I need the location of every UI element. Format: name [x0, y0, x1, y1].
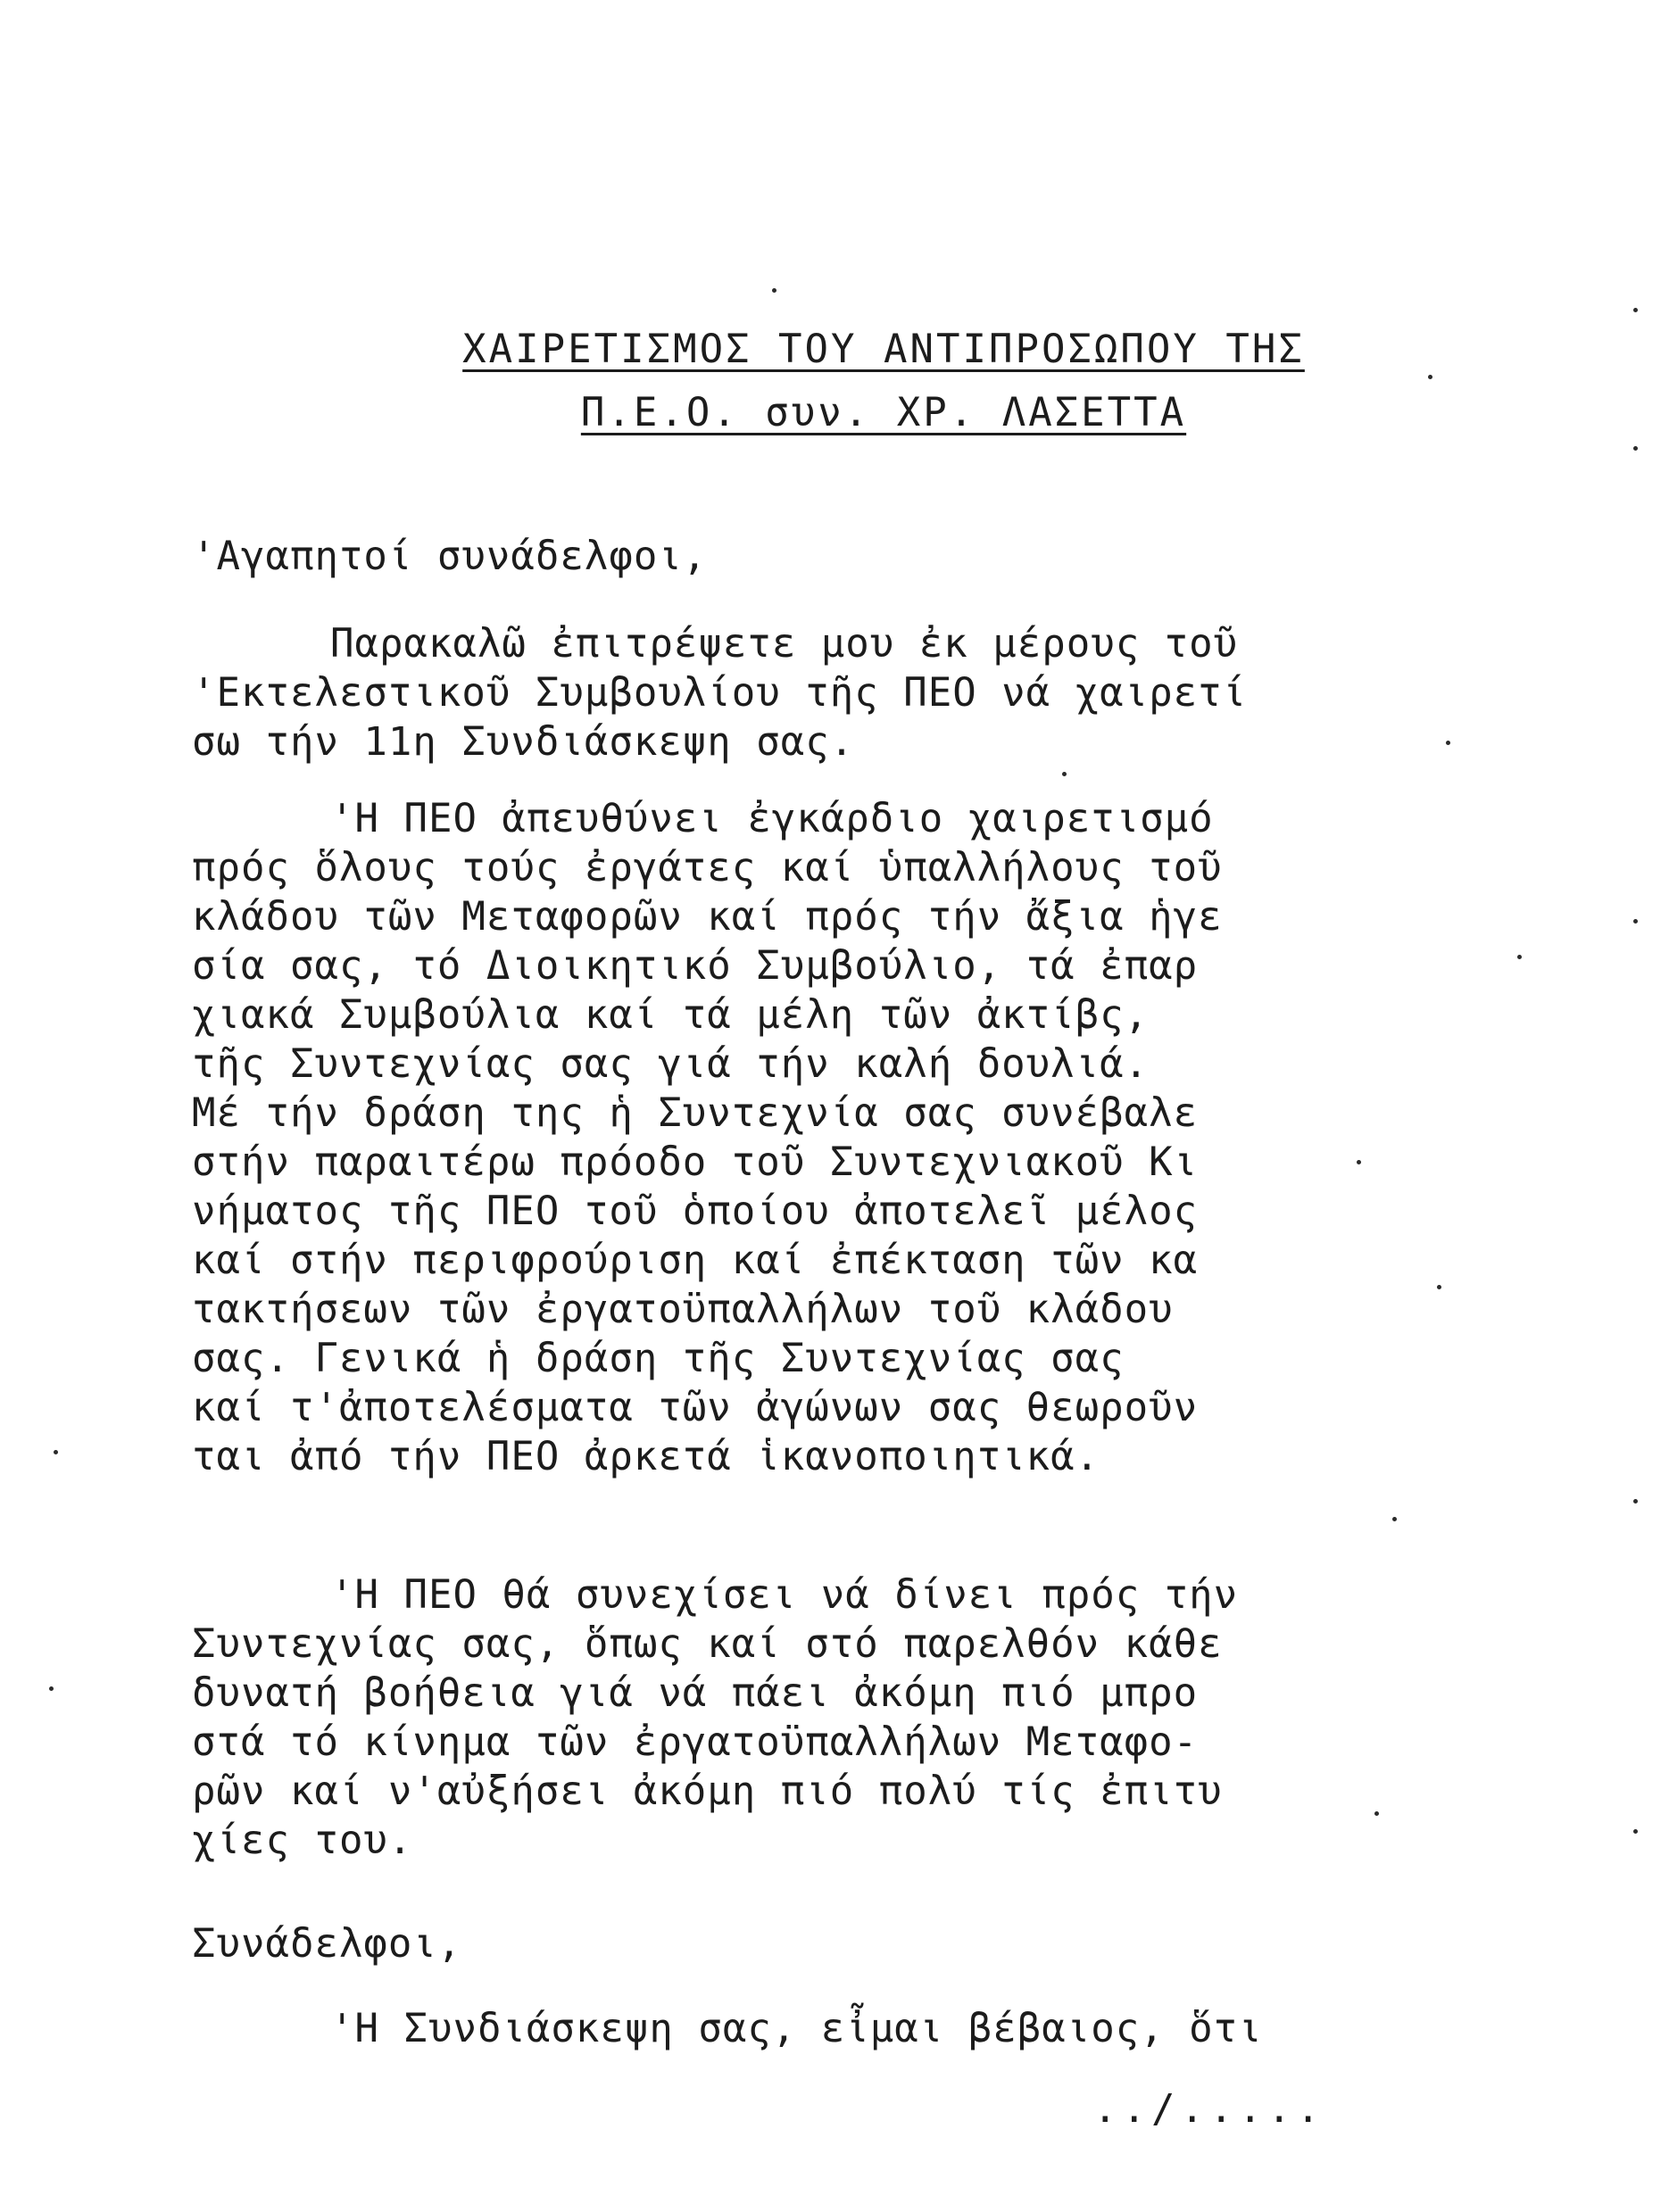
- scan-speck: [1437, 1285, 1441, 1289]
- paragraph-line: 'Η ΠΕΟ ἀπευθύνει ἐγκάρδιο χαιρετισμό: [330, 796, 1214, 841]
- document-title-line1: ΧΑΙΡΕΤΙΣΜΟΣ ΤΟΥ ΑΝΤΙΠΡΟΣΩΠΟΥ ΤΗΣ: [462, 327, 1305, 372]
- scan-speck: [1517, 955, 1522, 959]
- salutation: [192, 532, 1549, 581]
- scan-speck: [1062, 772, 1067, 776]
- paragraph-line: νήματος τῆς ΠΕΟ τοῦ ὁποίου ἀποτελεῖ μέλος: [192, 1189, 1199, 1234]
- paragraph-2: [192, 794, 1549, 1481]
- paragraph-line: σας. Γενικά ἡ δράση τῆς Συντεχνίας σας: [192, 1336, 1125, 1381]
- scan-speck: [1374, 1811, 1379, 1816]
- paragraph-line: καί στήν περιφρούριση καί ἐπέκταση τῶν κα: [192, 1238, 1199, 1283]
- scan-speck: [1633, 1829, 1638, 1834]
- scan-speck: [1357, 1160, 1361, 1164]
- paragraph-line: πρός ὅλους τούς ἐργάτες καί ὑπαλλήλους τοῦ: [192, 845, 1223, 891]
- paragraph-line: 'Η Συνδιάσκεψη σας, εἶμαι βέβαιος, ὅτι: [330, 2006, 1263, 2051]
- paragraph-line: Συντεχνίας σας, ὅπως καί στό παρελθόν κάθε: [192, 1621, 1223, 1667]
- salutation-2-text: Συνάδελφοι,: [192, 1921, 462, 1967]
- paragraph-line: χίες του.: [192, 1818, 413, 1863]
- paragraph-4: [192, 2004, 1549, 2053]
- scan-speck: [1633, 446, 1638, 451]
- paragraph-line: στά τό κίνημα τῶν ἐργατοϋπαλλήλων Μεταφο-: [192, 1719, 1199, 1765]
- scan-speck: [54, 1450, 58, 1454]
- continuation-mark: ../.....: [1093, 2086, 1325, 2132]
- scan-speck: [1392, 1517, 1397, 1521]
- paragraph-line: Μέ τήν δράση της ἡ Συντεχνία σας συνέβαλε: [192, 1090, 1199, 1136]
- scan-speck: [1428, 375, 1432, 379]
- paragraph-line: τακτήσεων τῶν ἐργατοϋπαλλήλων τοῦ κλάδου: [192, 1287, 1174, 1332]
- paragraph-line: σία σας, τό Διοικητικό Συμβούλιο, τά ἐπαρ: [192, 943, 1199, 989]
- paragraph-1: [192, 619, 1549, 766]
- paragraph-line: στήν παραιτέρω πρόοδο τοῦ Συντεχνιακοῦ Κι: [192, 1139, 1199, 1185]
- scan-speck: [1446, 741, 1450, 745]
- paragraph-line: Παρακαλῶ ἐπιτρέψετε μου ἐκ μέρους τοῦ: [330, 621, 1239, 667]
- paragraph-line: ται ἀπό τήν ΠΕΟ ἀρκετά ἱκανοποιητικά.: [192, 1434, 1100, 1479]
- paragraph-line: σω τήν 11η Συνδιάσκεψη σας.: [192, 719, 855, 765]
- paragraph-line: 'Εκτελεστικοῦ Συμβουλίου τῆς ΠΕΟ νά χαιρετί: [192, 670, 1248, 716]
- salutation-text: 'Αγαπητοί συνάδελφοι,: [192, 534, 708, 579]
- scan-speck: [1633, 308, 1638, 312]
- salutation-2: [192, 1919, 1549, 1968]
- paragraph-line: ρῶν καί ν'αὐξήσει ἀκόμη πιό πολύ τίς ἐπιτυ: [192, 1769, 1223, 1814]
- paragraph-line: 'Η ΠΕΟ θά συνεχίσει νά δίνει πρός τήν: [330, 1572, 1239, 1618]
- paragraph-line: τῆς Συντεχνίας σας γιά τήν καλή δουλιά.: [192, 1041, 1150, 1087]
- document-title-line2: Π.Ε.Ο. συν. ΧΡ. ΛΑΣΕΤΤΑ: [580, 390, 1187, 435]
- paragraph-line: δυνατή βοήθεια γιά νά πάει ἀκόμη πιό μπρο: [192, 1670, 1199, 1716]
- scan-speck: [1633, 919, 1638, 924]
- paragraph-line: κλάδου τῶν Μεταφορῶν καί πρός τήν ἄξια ἡγε: [192, 894, 1223, 940]
- scan-speck: [772, 288, 776, 293]
- scan-speck: [49, 1686, 54, 1691]
- scan-speck: [1633, 1499, 1638, 1504]
- paragraph-3: [192, 1570, 1549, 1865]
- paragraph-line: χιακά Συμβούλια καί τά μέλη τῶν ἀκτίβς,: [192, 992, 1150, 1038]
- paragraph-line: καί τ'ἀποτελέσματα τῶν ἀγώνων σας θεωροῦν: [192, 1385, 1199, 1430]
